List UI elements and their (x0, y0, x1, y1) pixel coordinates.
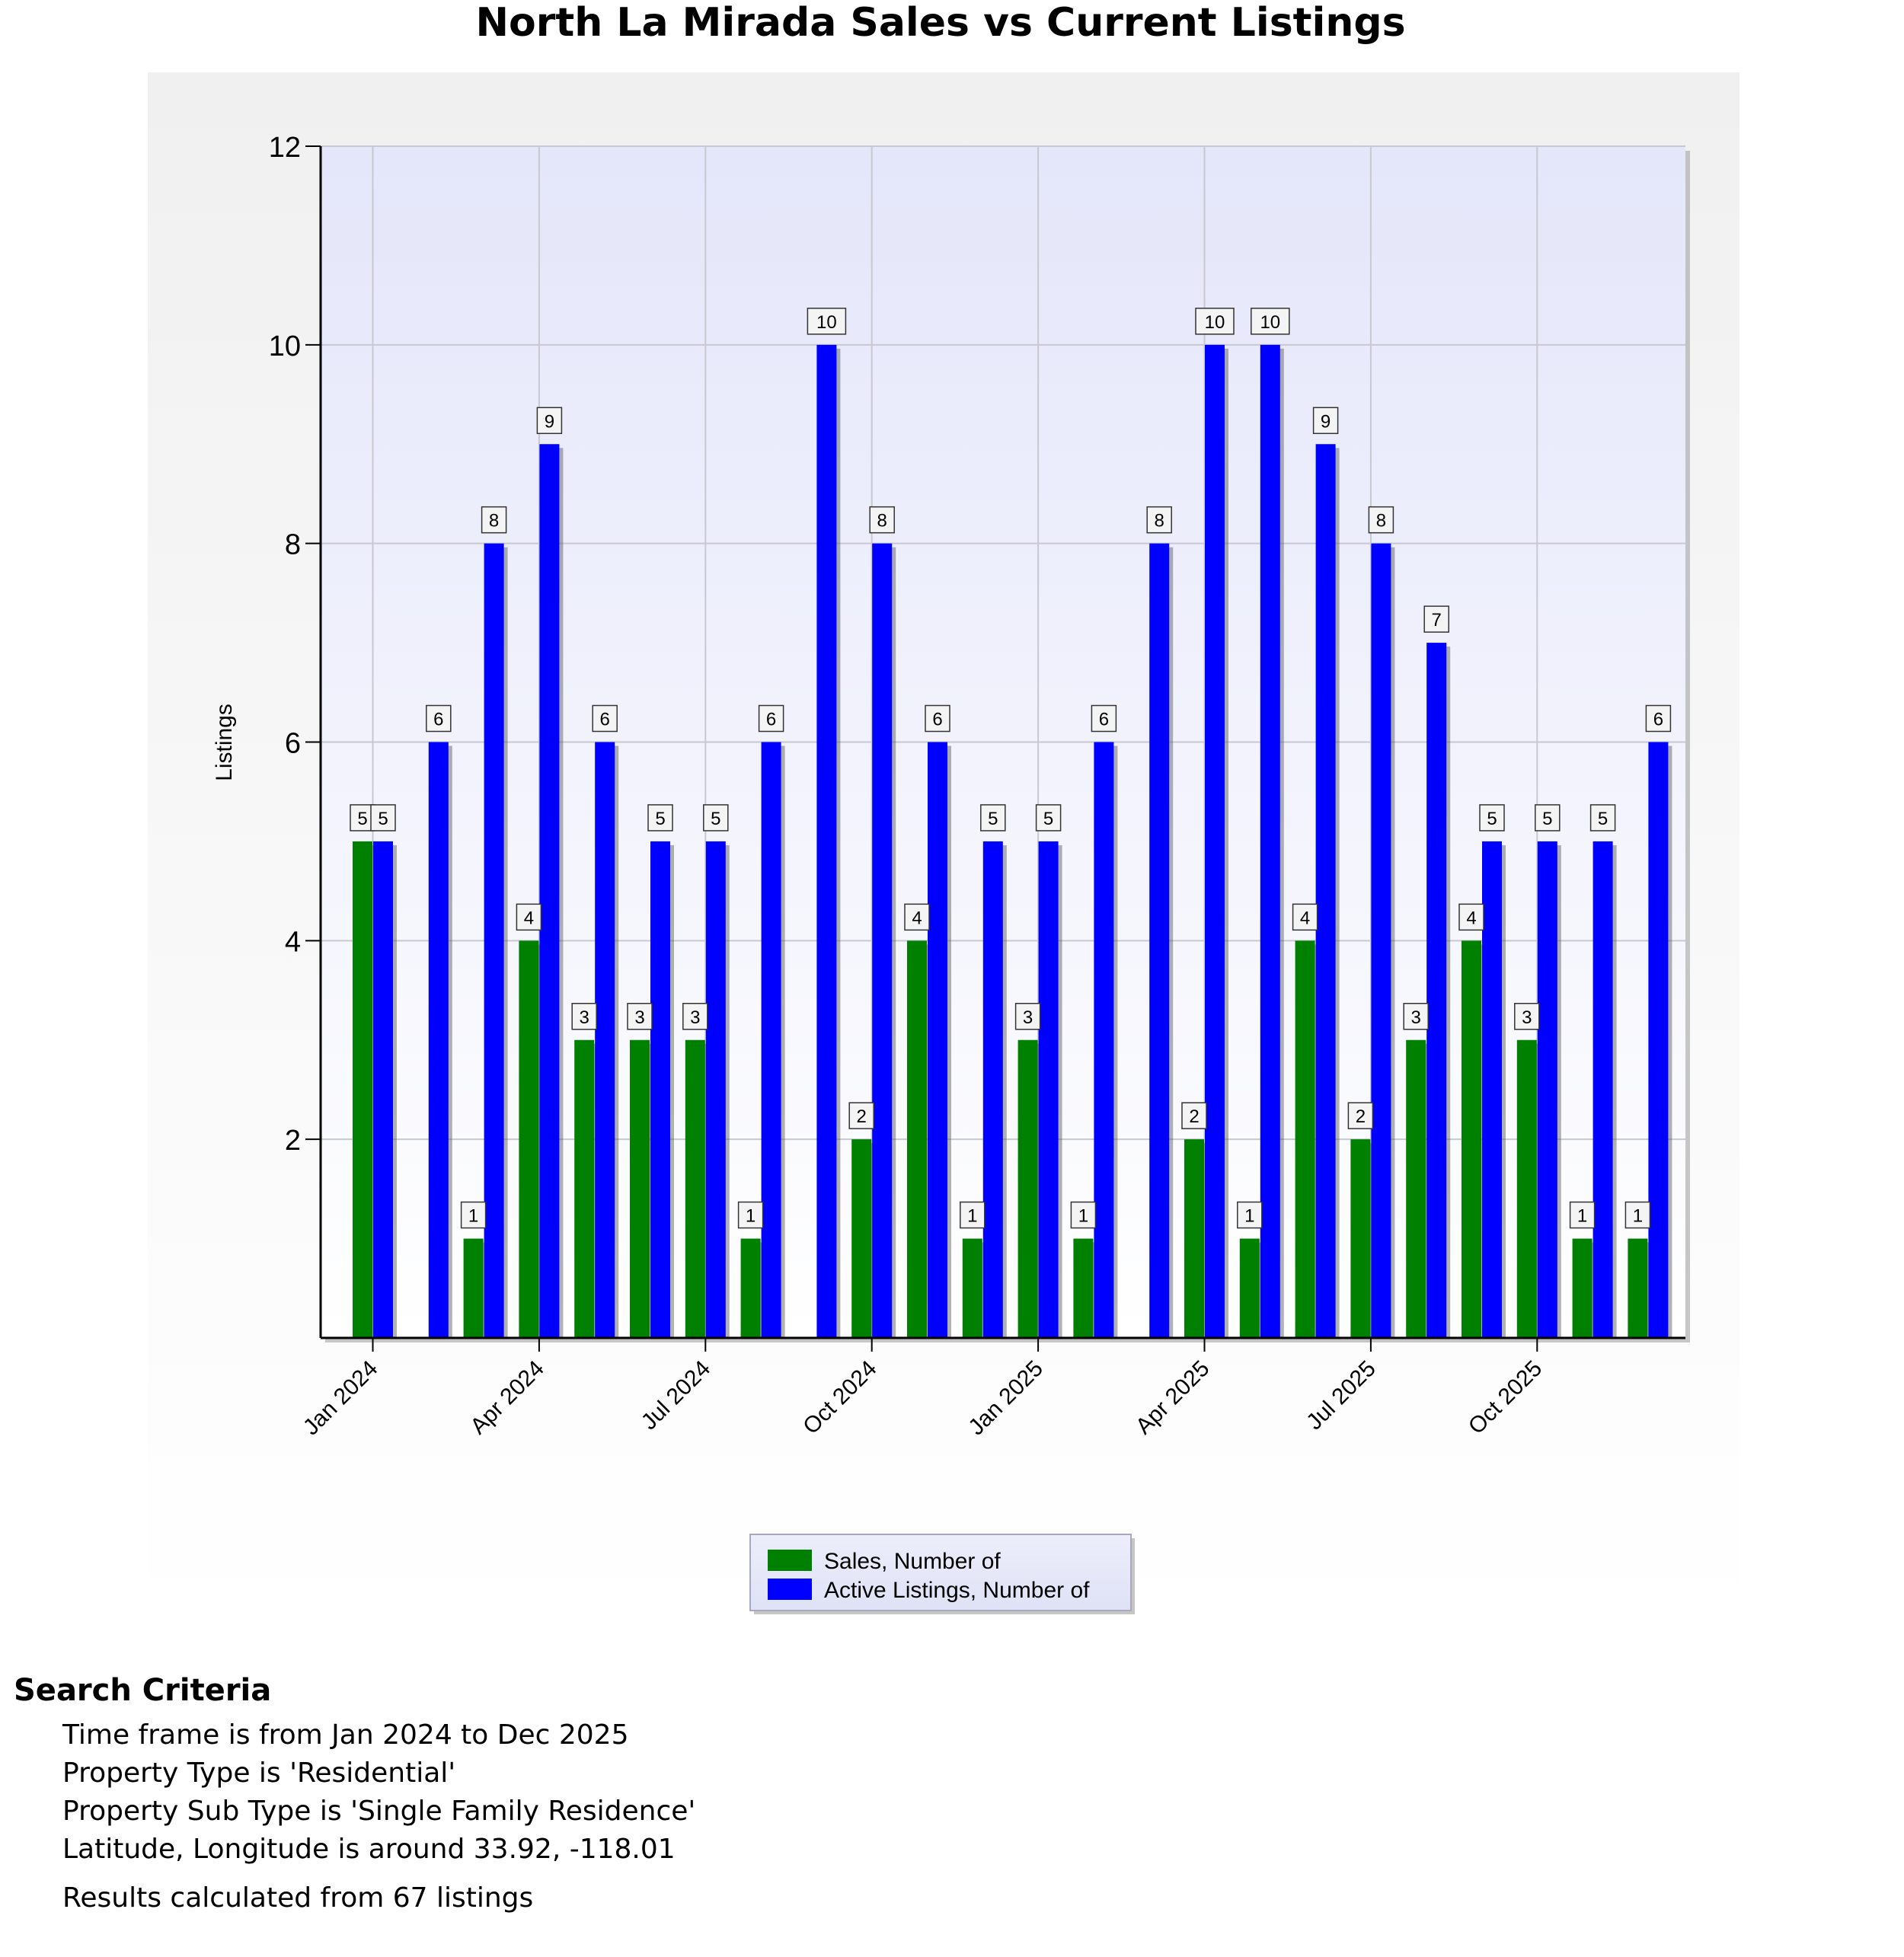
bar-value-label (593, 706, 617, 732)
bar-sales (851, 1139, 871, 1338)
bar-active-listings (1149, 544, 1169, 1338)
bar-active-listings (1316, 444, 1336, 1338)
bar-sales (1462, 940, 1481, 1338)
legend-label: Active Listings, Number of (824, 1578, 1090, 1603)
bar-active-listings (1593, 841, 1613, 1338)
bar-label-text: 3 (1522, 1007, 1532, 1028)
bar-value-label (1480, 805, 1504, 831)
bar-sales (1295, 940, 1315, 1338)
y-tick-label: 12 (268, 132, 301, 164)
bar-label-text: 2 (1355, 1106, 1366, 1128)
chart-title: North La Mirada Sales vs Current Listings (475, 0, 1406, 46)
bar-label-text: 3 (1022, 1007, 1033, 1028)
bar-value-label (704, 805, 728, 831)
bar-label-text: 6 (1098, 709, 1110, 730)
bar-label-text: 2 (1189, 1106, 1200, 1128)
bar-label-text: 5 (711, 808, 721, 829)
bar-label-text: 3 (1410, 1007, 1421, 1028)
criteria-item: Property Sub Type is 'Single Family Residence' (62, 1796, 696, 1827)
x-tick-label: Jan 2025 (963, 1355, 1049, 1441)
bar-active-listings (1426, 643, 1446, 1338)
bar-value-label (925, 706, 950, 732)
bar-label-text: 4 (1466, 908, 1477, 929)
bar-sales (963, 1239, 982, 1338)
x-tick-label: Oct 2025 (1463, 1355, 1548, 1440)
x-tick-label: Oct 2024 (798, 1355, 882, 1440)
criteria-item: Property Type is 'Residential' (62, 1757, 456, 1789)
bar-value-label (1625, 1202, 1650, 1228)
bar-label-text: 8 (488, 510, 500, 532)
bar-label-text: 6 (765, 709, 777, 730)
bar-sales (1184, 1139, 1204, 1338)
bar-label-text: 9 (544, 411, 555, 433)
bar-value-label (1147, 507, 1171, 533)
bar-label-text: 5 (1542, 808, 1553, 829)
bar-label-text: 1 (1577, 1205, 1588, 1227)
bar-value-label (1071, 1202, 1095, 1228)
bar-label-text: 10 (1204, 311, 1225, 333)
bar-value-label (1293, 904, 1318, 930)
x-tick-label: Jul 2024 (636, 1355, 716, 1435)
bar-sales (1073, 1239, 1093, 1338)
bar-sales (741, 1239, 761, 1338)
bar-active-listings (484, 544, 504, 1338)
bar-value-label (1515, 1004, 1539, 1030)
bar-sales (1350, 1139, 1370, 1338)
bar-active-listings (429, 742, 449, 1339)
x-tick-label: Jul 2025 (1302, 1355, 1381, 1435)
bar-value-label (960, 1202, 985, 1228)
bar-value-label (462, 1202, 486, 1228)
bar-value-label (482, 507, 506, 533)
legend-swatch (768, 1579, 812, 1600)
y-tick-label: 2 (284, 1125, 301, 1157)
bar-label-text: 3 (690, 1007, 701, 1028)
bar-active-listings (816, 345, 836, 1338)
bar-label-text: 9 (1320, 411, 1331, 433)
y-tick-label: 8 (284, 528, 301, 561)
bar-label-text: 1 (1632, 1205, 1644, 1227)
bar-value-label (1535, 805, 1560, 831)
bar-value-label (739, 1202, 763, 1228)
criteria-heading: Search Criteria (14, 1673, 272, 1708)
bar-value-label (1591, 805, 1615, 831)
bar-value-label (426, 706, 451, 732)
bar-active-listings (928, 742, 947, 1339)
bar-active-listings (983, 841, 1003, 1338)
bar-active-listings (1260, 345, 1280, 1338)
bar-value-label (1182, 1103, 1206, 1129)
bar-label-text: 4 (523, 908, 535, 929)
bar-sales (519, 940, 538, 1338)
bar-label-text: 6 (599, 709, 610, 730)
bar-label-text: 4 (1299, 908, 1311, 929)
bar-value-label (683, 1004, 708, 1030)
bar-label-text: 3 (634, 1007, 645, 1028)
bar-value-label (1016, 1004, 1040, 1030)
bar-value-label (1314, 407, 1338, 433)
bar-value-label (1091, 706, 1116, 732)
bar-label-text: 5 (378, 808, 388, 829)
criteria-result: Results calculated from 67 listings (62, 1882, 534, 1914)
bar-active-listings (872, 544, 892, 1338)
bar-value-label (1424, 606, 1449, 632)
bar-value-label (807, 308, 845, 334)
bar-value-label (759, 706, 784, 732)
criteria-list (14, 1716, 1842, 1869)
bar-label-text: 6 (932, 709, 943, 730)
bar-value-label (1570, 1202, 1595, 1228)
bar-label-text: 5 (357, 808, 368, 829)
bar-label-text: 8 (877, 510, 887, 532)
bar-label-text: 1 (1078, 1205, 1089, 1227)
bar-label-text: 8 (1375, 510, 1387, 532)
search-criteria (14, 1669, 1842, 1917)
bar-sales (1517, 1040, 1537, 1338)
bar-value-label (537, 407, 561, 433)
legend-swatch (768, 1550, 812, 1571)
bar-sales (907, 940, 927, 1338)
bar-active-listings (1482, 841, 1502, 1338)
bar-label-text: 1 (1244, 1205, 1255, 1227)
bar-active-listings (539, 444, 559, 1338)
bar-value-label (1348, 1103, 1372, 1129)
y-tick-label: 4 (284, 926, 301, 959)
bar-label-text: 10 (816, 311, 837, 333)
bar-label-text: 7 (1431, 610, 1442, 631)
y-tick-label: 6 (284, 727, 301, 760)
bar-value-label (1646, 706, 1670, 732)
x-tick-label: Jan 2024 (298, 1355, 383, 1441)
bar-label-text: 4 (912, 908, 922, 929)
bar-sales (353, 841, 372, 1338)
bar-label-text: 1 (468, 1205, 479, 1227)
bar-label-text: 3 (579, 1007, 589, 1028)
bar-active-listings (1205, 345, 1225, 1338)
bar-sales (464, 1239, 484, 1338)
bar-active-listings (373, 841, 393, 1338)
bar-value-label (371, 805, 395, 831)
bar-value-label (628, 1004, 652, 1030)
bar-sales (1018, 1040, 1038, 1338)
x-tick-label: Apr 2024 (465, 1355, 549, 1440)
bar-value-label (1459, 904, 1484, 930)
criteria-item: Latitude, Longitude is around 33.92, -118.01 (62, 1834, 676, 1865)
bar-value-label (981, 805, 1005, 831)
bar-active-listings (595, 742, 615, 1339)
bar-sales (630, 1040, 650, 1338)
bar-active-listings (1538, 841, 1557, 1338)
bar-active-listings (1039, 841, 1059, 1338)
bar-value-label (648, 805, 672, 831)
bar-active-listings (762, 742, 781, 1339)
bar-label-text: 1 (745, 1205, 756, 1227)
bar-active-listings (1648, 742, 1668, 1339)
bar-sales (1406, 1040, 1426, 1338)
bar-label-text: 5 (988, 808, 998, 829)
criteria-item: Time frame is from Jan 2024 to Dec 2025 (62, 1719, 629, 1751)
bar-label-text: 5 (655, 808, 666, 829)
bar-sales (685, 1040, 705, 1338)
bar-sales (1628, 1239, 1647, 1338)
bar-sales (574, 1040, 594, 1338)
bar-value-label (516, 904, 541, 930)
x-tick-label: Apr 2025 (1131, 1355, 1215, 1440)
y-axis-title: Listings (212, 704, 237, 781)
bar-active-listings (1094, 742, 1113, 1339)
bar-label-text: 5 (1597, 808, 1608, 829)
bar-value-label (1037, 805, 1061, 831)
bar-active-listings (706, 841, 726, 1338)
bar-value-label (849, 1103, 874, 1129)
bar-value-label (1238, 1202, 1262, 1228)
bar-value-label (572, 1004, 596, 1030)
bar-active-listings (650, 841, 670, 1338)
bar-label-text: 6 (1653, 709, 1664, 730)
bar-label-text: 8 (1154, 510, 1164, 532)
legend (750, 1534, 1135, 1614)
bar-value-label (1404, 1004, 1428, 1030)
bar-value-label (1251, 308, 1289, 334)
bar-label-text: 2 (856, 1106, 867, 1128)
bar-value-label (1369, 507, 1393, 533)
bar-active-listings (1371, 544, 1391, 1338)
bar-label-text: 10 (1260, 311, 1281, 333)
bar-label-text: 1 (967, 1205, 978, 1227)
bar-label-text: 5 (1487, 808, 1497, 829)
legend-label: Sales, Number of (824, 1549, 1001, 1574)
bar-value-label (870, 507, 894, 533)
bar-value-label (905, 904, 929, 930)
bar-sales (1573, 1239, 1593, 1338)
bar-sales (1240, 1239, 1260, 1338)
y-tick-label: 10 (268, 330, 301, 362)
bar-value-label (1196, 308, 1234, 334)
bar-label-text: 6 (433, 709, 444, 730)
bar-label-text: 5 (1043, 808, 1054, 829)
